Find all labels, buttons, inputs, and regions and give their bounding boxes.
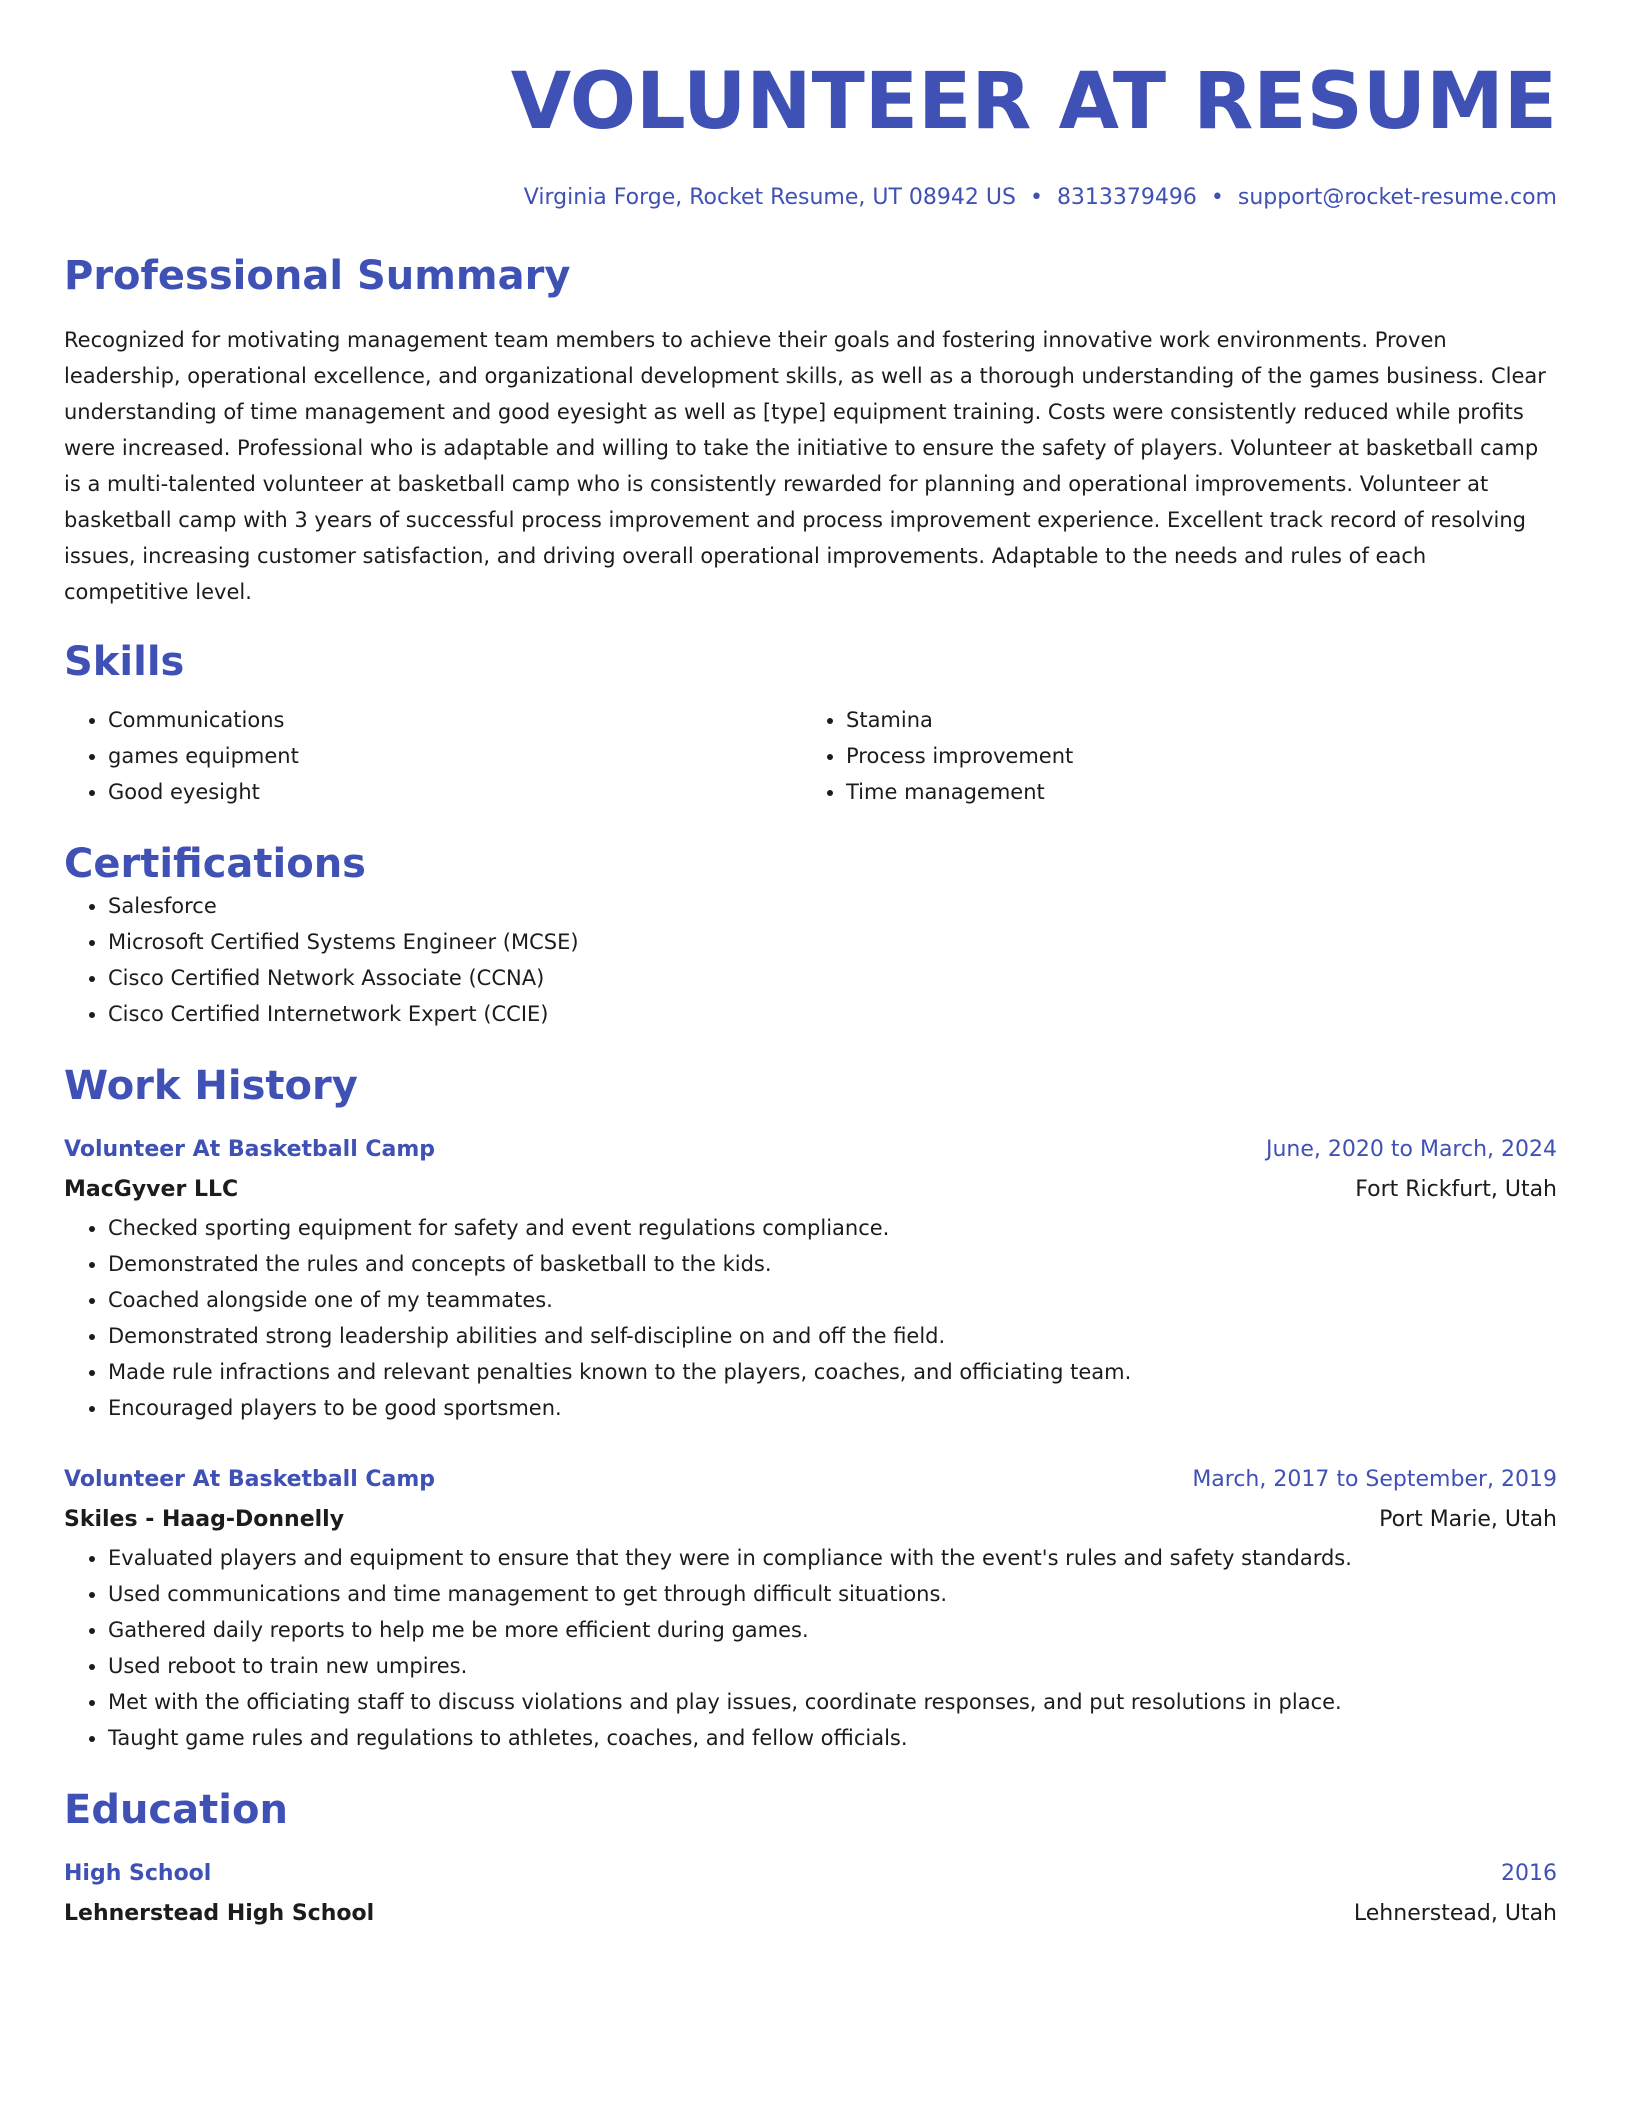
skill-item: • Communications — [108, 702, 802, 738]
certification-item: • Cisco Certified Internetwork Expert (CCIE) — [108, 996, 1557, 1032]
contact-line — [64, 182, 1557, 214]
job-duties — [64, 1540, 1557, 1756]
contact-email[interactable]: support@rocket-resume.com — [1237, 185, 1557, 210]
skills-heading: Skills — [64, 639, 185, 685]
job-duties — [64, 1210, 1557, 1426]
certification-item: • Salesforce — [108, 888, 1557, 924]
job-title: Volunteer At Basketball Camp — [64, 1137, 436, 1162]
contact-phone: 8313379496 — [1056, 185, 1197, 210]
job-duty-item: • Gathered daily reports to help me be more efficient during games. — [108, 1612, 1557, 1648]
education-year: 2016 — [1501, 1861, 1557, 1886]
skill-item: • games equipment — [108, 738, 802, 774]
job-dates: June, 2020 to March, 2024 — [1266, 1137, 1557, 1162]
education-entry — [64, 1854, 1557, 1934]
contact-separator: • — [1210, 185, 1224, 210]
job-location: Port Marie, Utah — [1379, 1507, 1557, 1532]
job-dates: March, 2017 to September, 2019 — [1192, 1467, 1557, 1492]
job-duty-item: • Used communications and time management to get through difficult situations. — [108, 1576, 1557, 1612]
skill-item: • Good eyesight — [108, 774, 802, 810]
skill-item: • Stamina — [846, 702, 1540, 738]
job-duty-item: • Evaluated players and equipment to ensure that they were in compliance with the event's rules and safety standards. — [108, 1540, 1557, 1576]
summary-heading: Professional Summary — [64, 253, 571, 299]
skill-item: • Process improvement — [846, 738, 1540, 774]
resume-header — [64, 0, 1557, 214]
job-location: Fort Rickfurt, Utah — [1355, 1177, 1557, 1202]
education-location: Lehnerstead, Utah — [1353, 1901, 1557, 1926]
job-title: Volunteer At Basketball Camp — [64, 1467, 436, 1492]
job-duty-item: • Made rule infractions and relevant penalties known to the players, coaches, and officiating team. — [108, 1354, 1557, 1390]
job-entry — [64, 1130, 1557, 1426]
contact-separator: • — [1029, 185, 1043, 210]
skill-item: • Time management — [846, 774, 1540, 810]
skills-list — [64, 702, 1557, 810]
resume-page — [64, 0, 1557, 1934]
certifications-heading: Certifications — [64, 841, 366, 887]
job-duty-item: • Met with the officiating staff to discuss violations and play issues, coordinate responses, and put resolutions in place. — [108, 1684, 1557, 1720]
certification-item: • Cisco Certified Network Associate (CCNA) — [108, 960, 1557, 996]
certifications-list — [64, 888, 1557, 1032]
skills-column-left — [64, 702, 802, 810]
education-heading: Education — [64, 1787, 288, 1833]
summary-text: Recognized for motivating management team members to achieve their goals and fostering innovative work environments. Proven leadership, operational excellence, and organizational development skills, as well as a thorough understanding of the games business. Clear understanding of time management and good eyesight as well as [type] equipment training. Costs were consistently reduced while profits were increased. Professional who is adaptable and willing to take the initiative to ensure the safety of players. Volunteer at basketball camp is a multi-talented volunteer at basketball camp who is consistently rewarded for planning and operational improvements. Volunteer at basketball camp with 3 years of successful process improvement and process improvement experience. Excellent track record of resolving issues, increasing customer satisfaction, and driving overall operational improvements. Adaptable to the needs and rules of each competitive level. — [64, 328, 1546, 604]
contact-address: Virginia Forge, Rocket Resume, UT 08942 US — [523, 185, 1016, 210]
certification-item: • Microsoft Certified Systems Engineer (MCSE) — [108, 924, 1557, 960]
resume-name: VOLUNTEER AT RESUME — [510, 57, 1557, 147]
job-duty-item: • Taught game rules and regulations to athletes, coaches, and fellow officials. — [108, 1720, 1557, 1756]
job-duty-item: • Demonstrated strong leadership abilities and self-discipline on and off the field. — [108, 1318, 1557, 1354]
job-duty-item: • Coached alongside one of my teammates. — [108, 1282, 1557, 1318]
education-degree: High School — [64, 1861, 212, 1886]
job-duty-item: • Checked sporting equipment for safety and event regulations compliance. — [108, 1210, 1557, 1246]
skills-column-right — [802, 702, 1540, 810]
job-company: MacGyver LLC — [64, 1177, 239, 1202]
job-duty-item: • Demonstrated the rules and concepts of basketball to the kids. — [108, 1246, 1557, 1282]
work-history-heading: Work History — [64, 1063, 358, 1109]
job-entry — [64, 1460, 1557, 1756]
job-duty-item: • Used reboot to train new umpires. — [108, 1648, 1557, 1684]
job-duty-item: • Encouraged players to be good sportsmen. — [108, 1390, 1557, 1426]
job-company: Skiles - Haag-Donnelly — [64, 1507, 345, 1532]
education-school: Lehnerstead High School — [64, 1901, 375, 1926]
